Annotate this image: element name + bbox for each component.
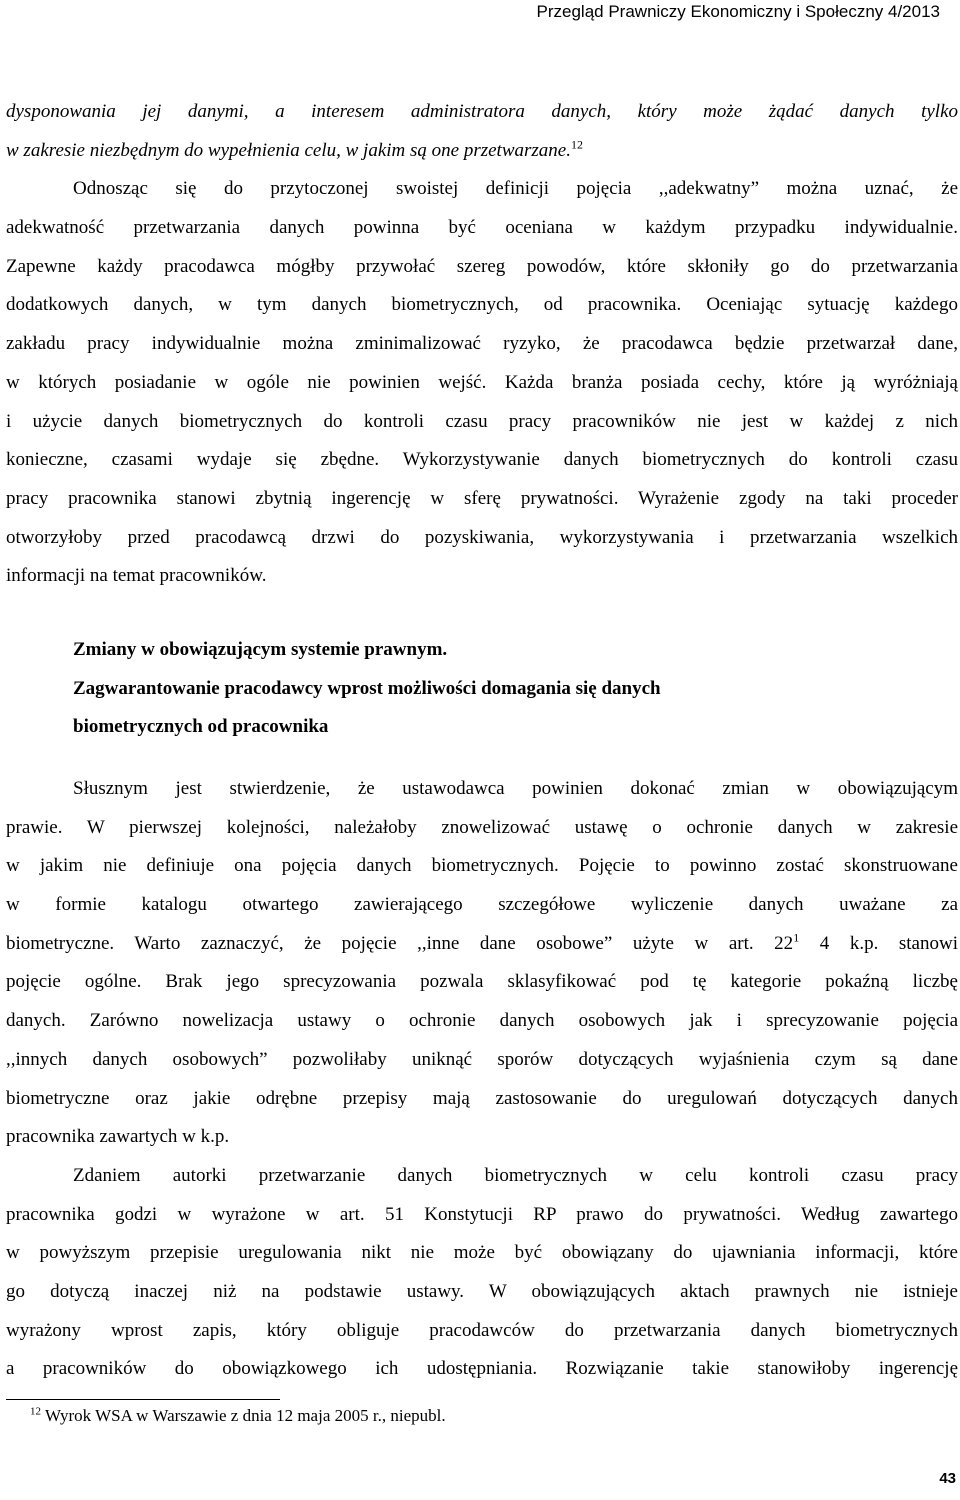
- body-line: w jakim nie definiuje ona pojęcia danych biometrycznych. Pojęcie to powinno zostać skonstruowane: [6, 855, 958, 877]
- body-line: Odnosząc się do przytoczonej swoistej definicji pojęcia ,,adekwatny” można uznać, że: [73, 178, 958, 200]
- body-line: w formie katalogu otwartego zawierającego szczegółowe wyliczenie danych uważane za: [6, 894, 958, 916]
- journal-header: Przegląd Prawniczy Ekonomiczny i Społeczny 4/2013: [536, 2, 940, 21]
- section-heading: Zmiany w obowiązującym systemie prawnym.: [73, 639, 448, 660]
- body-line: zakładu pracy indywidualnie można zminimalizować ryzyko, że pracodawca będzie przetwarzał dane,: [6, 333, 958, 355]
- body-line: Zdaniem autorki przetwarzanie danych biometrycznych w celu kontroli czasu pracy: [73, 1164, 958, 1186]
- footnote-separator: [6, 1399, 280, 1400]
- body-line: otworzyłoby przed pracodawcą drzwi do pozyskiwania, wykorzystywania i przetwarzania wszelkich: [6, 526, 958, 548]
- body-line: Słusznym jest stwierdzenie, że ustawodawca powinien dokonać zmian w obowiązującym: [73, 778, 958, 799]
- body-line-text: 4 k.p. stanowi: [799, 932, 958, 954]
- footnote-text: Wyrok WSA w Warszawie z dnia 12 maja 2005 r., niepubl.: [41, 1406, 446, 1425]
- body-text-block-2: [6, 770, 958, 1389]
- body-line: i użycie danych biometrycznych do kontroli czasu pracy pracowników nie jest w każdej z nich: [6, 410, 958, 432]
- body-line: informacji na temat pracowników.: [6, 565, 267, 587]
- footnote-reference: 12: [570, 137, 583, 152]
- page-number: 43: [939, 1470, 956, 1487]
- body-line: Zapewne każdy pracodawca mógłby przywołać szereg powodów, które skłoniły go do przetwarzania: [6, 255, 958, 277]
- body-line: pracownika zawartych w k.p.: [6, 1126, 230, 1148]
- body-line: pracownika godzi w wyrażone w art. 51 Konstytucji RP prawo do prywatności. Według zawartego: [6, 1203, 958, 1225]
- superscript: 1: [793, 930, 800, 945]
- body-line: w powyższym przepisie uregulowania nikt nie może być obowiązany do ujawniania informacji, które: [6, 1242, 958, 1264]
- body-line: pojęcie ogólne. Brak jego sprecyzowania pozwala sklasyfikować pod tę kategorie pokaźną liczbę: [6, 971, 958, 993]
- body-line: adekwatność przetwarzania danych powinna być oceniana w każdym przypadku indywidualnie.: [6, 217, 958, 239]
- body-line: go dotyczą inaczej niż na podstawie ustawy. W obowiązujących aktach prawnych nie istnieje: [6, 1280, 958, 1302]
- body-line: danych. Zarówno nowelizacja ustawy o ochronie danych osobowych jak i sprecyzowanie pojęcia: [6, 1010, 958, 1032]
- body-text-block-1: [6, 93, 958, 596]
- body-line-text: w zakresie niezbędnym do wypełnienia celu, w jakim są one przetwarzane.: [6, 139, 571, 161]
- footnote-number: 12: [30, 1405, 41, 1418]
- section-subheading: biometrycznych od pracownika: [73, 716, 329, 737]
- body-line: [6, 132, 958, 171]
- body-line: dodatkowych danych, w tym danych biometrycznych, od pracownika. Oceniając sytuację każdego: [6, 294, 958, 316]
- body-line: ,,innych danych osobowych” pozwoliłaby uniknąć sporów dotyczących wyjaśnienia czym są dane: [6, 1048, 958, 1070]
- body-line: prawie. W pierwszej kolejności, należałoby znowelizować ustawę o ochronie danych w zakresie: [6, 816, 958, 838]
- footnote: [30, 1406, 446, 1426]
- body-line: wyrażony wprost zapis, który obliguje pracodawców do przetwarzania danych biometrycznych: [6, 1319, 958, 1341]
- body-line: pracy pracownika stanowi zbytnią ingerencję w sferę prywatności. Wyrażenie zgody na taki proceder: [6, 487, 958, 509]
- section-subheading: Zagwarantowanie pracodawcy wprost możliwości domagania się danych: [73, 678, 661, 699]
- body-line: [6, 925, 958, 964]
- body-line: biometryczne oraz jakie odrębne przepisy mają zastosowanie do uregulowań dotyczących danych: [6, 1087, 958, 1109]
- body-line-text: biometryczne. Warto zaznaczyć, że pojęcie ,,inne dane osobowe” użyte w art. 22: [6, 932, 794, 954]
- body-line: w których posiadanie w ogóle nie powinien wejść. Każda branża posiada cechy, które ją wyróżniają: [6, 371, 958, 393]
- body-line: konieczne, czasami wydaje się zbędne. Wykorzystywanie danych biometrycznych do kontroli czasu: [6, 449, 958, 471]
- body-line: a pracowników do obowiązkowego ich udostępniania. Rozwiązanie takie stanowiłoby ingerencję: [6, 1358, 958, 1380]
- body-line: dysponowania jej danymi, a interesem administratora danych, który może żądać danych tylko: [6, 101, 958, 122]
